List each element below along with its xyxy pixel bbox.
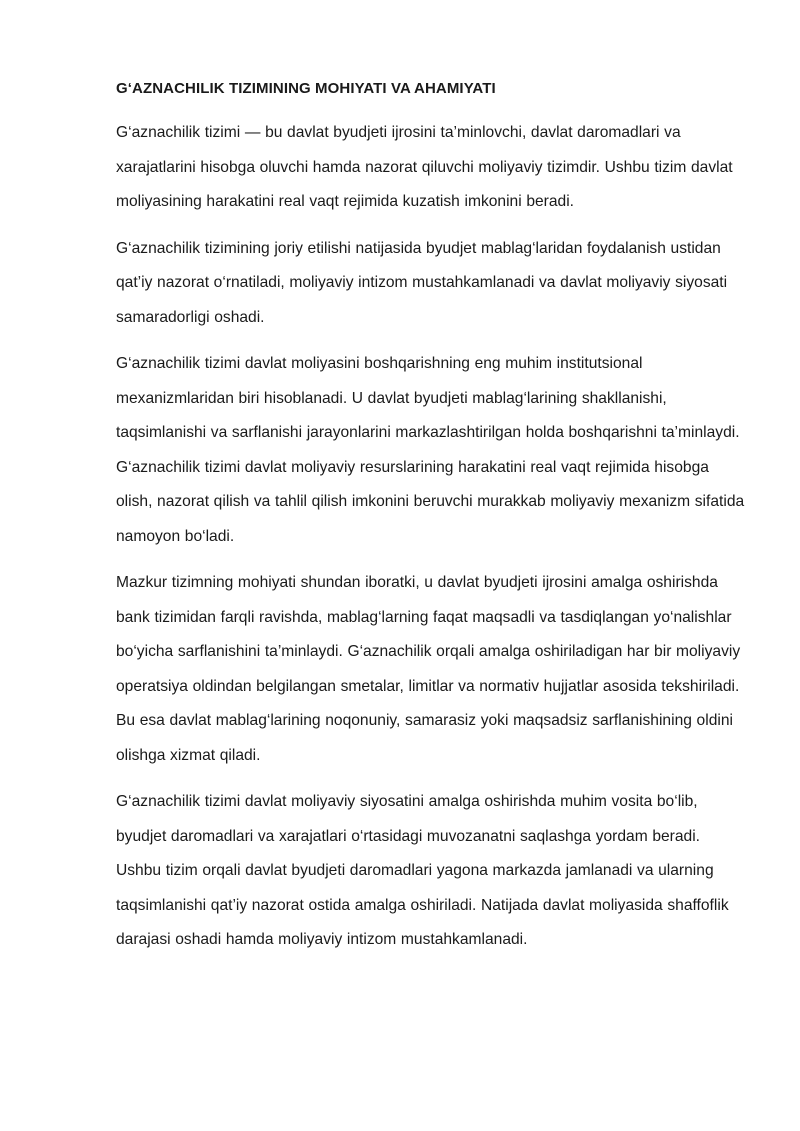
document-page (116, 78, 748, 970)
paragraph-1: G‘aznachilik tizimi — bu davlat byudjeti ijrosini ta’minlovchi, davlat daromadlari va xarajatlarini hisobga oluvchi hamda nazorat qiluvchi moliyaviy tizimdir. Ushbu tizim davlat moliyasining harakatini real vaqt rejimida kuzatish imkonini beradi. (116, 124, 733, 210)
paragraph-3: G‘aznachilik tizimi davlat moliyasini boshqarishning eng muhim institutsional mexanizmlaridan biri hisoblanadi. U davlat byudjeti mablag‘larining shakllanishi, taqsimlanishi va sarflanishi jarayonlarini markazlashtirilgan holda boshqarishni ta’minlaydi. G‘aznachilik tizimi davlat moliyaviy resurslarining harakatini real vaqt rejimida hisobga olish, nazorat qilish va tahlil qilish imkonini beruvchi murakkab moliyaviy mexanizm sifatida namoyon bo‘ladi. (116, 355, 745, 545)
document-title: G‘AZNACHILIK TIZIMINING MOHIYATI VA AHAMIYATI (116, 80, 496, 97)
paragraph-4: Mazkur tizimning mohiyati shundan iboratki, u davlat byudjeti ijrosini amalga oshirishda bank tizimidan farqli ravishda, mablag‘larning faqat maqsadli va tasdiqlangan yo‘nalishlar bo‘yicha sarflanishini ta’minlaydi. G‘aznachilik orqali amalga oshiriladigan har bir moliyaviy operatsiya oldindan belgilangan smetalar, limitlar va normativ hujjatlar asosida tekshiriladi. Bu esa davlat mablag‘larining noqonuniy, samarasiz yoki maqsadsiz sarflanishining oldini olishga xizmat qiladi. (116, 574, 741, 764)
paragraph-5: G‘aznachilik tizimi davlat moliyaviy siyosatini amalga oshirishda muhim vosita bo‘lib, byudjet daromadlari va xarajatlari o‘rtasidagi muvozanatni saqlashga yordam beradi. Ushbu tizim orqali davlat byudjeti daromadlari yagona markazda jamlanadi va ularning taqsimlanishi qat’iy nazorat ostida amalga oshiriladi. Natijada davlat moliyasida shaffoflik darajasi oshadi hamda moliyaviy intizom mustahkamlanadi. (116, 793, 729, 948)
paragraph-2: G‘aznachilik tizimining joriy etilishi natijasida byudjet mablag‘laridan foydalanish ustidan qat’iy nazorat o‘rnatiladi, moliyaviy intizom mustahkamlanadi va davlat moliyaviy siyosati samaradorligi oshadi. (116, 239, 728, 326)
